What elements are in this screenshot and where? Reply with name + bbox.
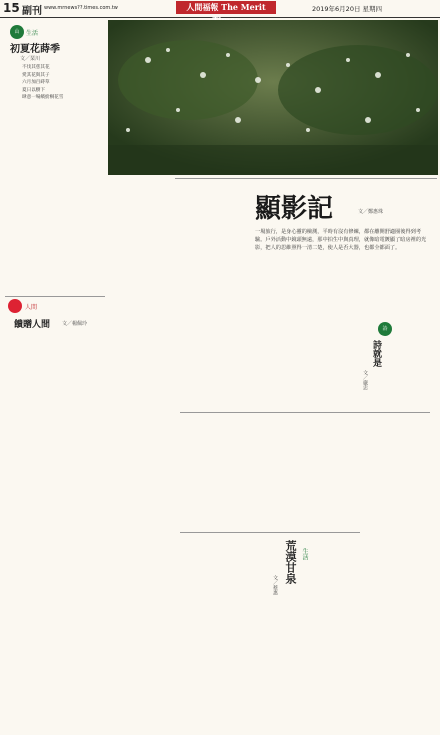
vertical-text-upper [180,285,430,410]
poem-column: 生活 [26,30,39,37]
article-byline: 文／鄭惠珠 [358,209,384,215]
divider [180,412,430,413]
issue-date: 2019年6月20日 星期四 [312,5,383,13]
essay-title: 荒漠甘泉 [284,540,297,584]
poem3-title: 詩就是 [371,340,381,367]
poem-title: 初夏花蒔季 [10,44,60,55]
poem3-badge: 詩 [378,322,392,336]
site-url: www.mrnews??.times.com.tw [44,5,118,11]
page-number: 15 [3,1,20,15]
poem3-body [362,422,438,652]
essay-body-left [180,536,268,728]
article-column-text [5,114,105,291]
essay-column: 生活 [301,548,308,560]
poem3-byline: 文／嚴忠 [362,370,368,390]
poem-body: 不伐其慈其花 愛其花與其子 六月加百蒔草 夏日以樹下 肆意一場繽紛桐花雪 [22,65,64,100]
essay-byline: 文／蔡惠 [272,575,278,595]
essay-body-corner [362,655,438,730]
poem2-badge [8,299,22,313]
vertical-text-left [112,180,174,720]
newspaper-logo: 人間福報 The Merit [176,1,276,14]
vertical-text-lower [180,415,360,530]
divider [175,178,437,179]
article-title: 顯影記 [255,194,334,224]
poem2-title: 饋贈人間 [14,320,51,330]
poem2-body [5,333,105,728]
poem2-column: 人間 [25,304,38,311]
poem2-byline: 文／楊佩玲 [62,321,88,327]
divider [180,532,360,533]
section-name: 副刊 [22,6,42,17]
article-lede: 一場旅行，是身心靈的檢測，平時有沒有修練，都在離開舒適圈後得到考驗。戶外活動中鏡頭無遠，那中拍生中與真理，就像暗電鍍顯了暗房裡的光影，把人的思維照得一清二楚，使人是否大器，也都全都面了。 [255,229,427,251]
flower-photo [108,20,438,175]
divider [5,296,105,297]
poem-badge: 山 [10,25,24,39]
poem-byline: 文／琹川 [20,56,41,62]
essay-body-right [310,536,360,728]
